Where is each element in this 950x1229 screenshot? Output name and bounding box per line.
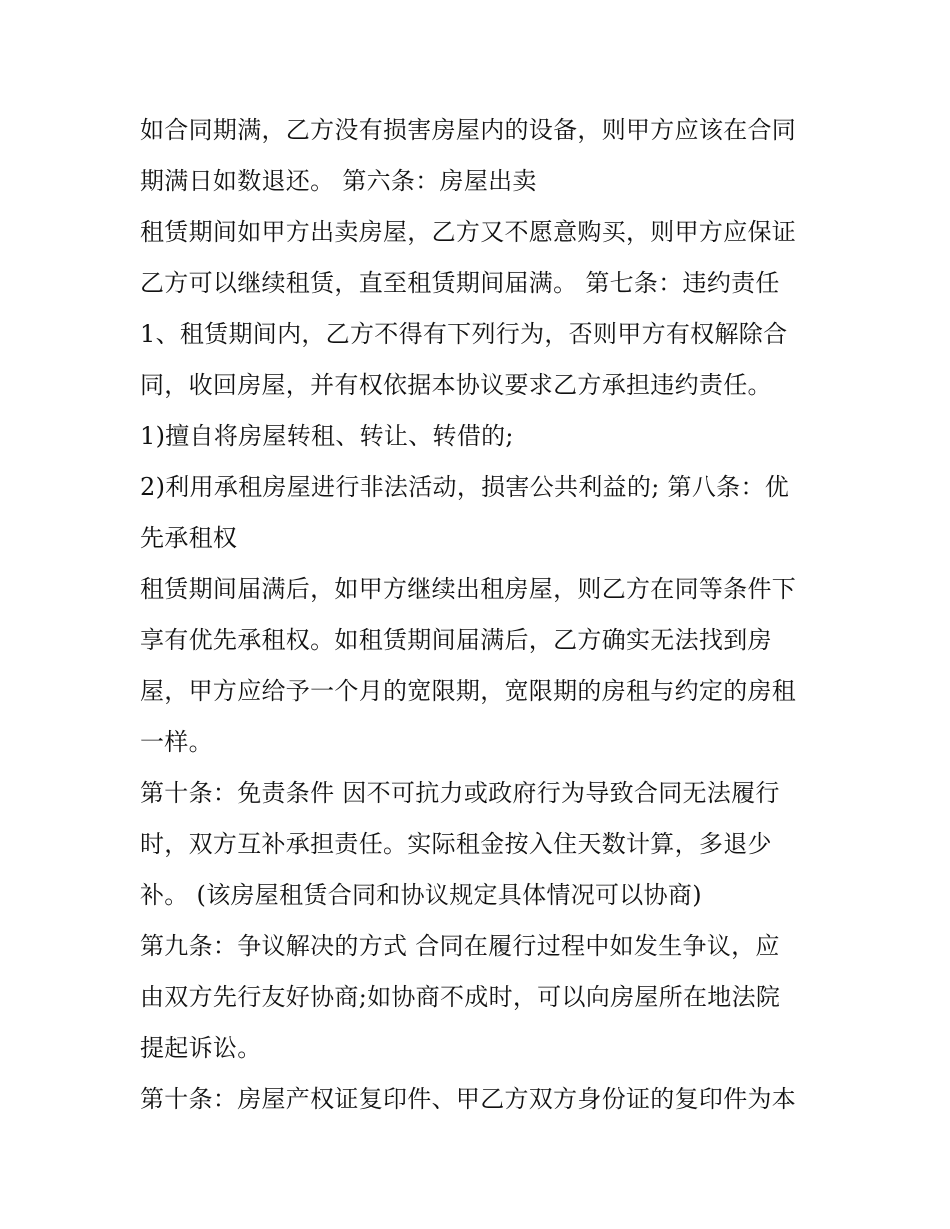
text-line: 第九条：争议解决的方式 合同在履行过程中如发生争议，应 [140,932,780,960]
text-line: 如合同期满，乙方没有损害房屋内的设备，则甲方应该在合同 [140,116,797,144]
text-line: 屋，甲方应给予一个月的宽限期，宽限期的房租与约定的房租 [140,677,797,705]
text-line: 一样。 [140,728,213,756]
text-line: 先承租权 [140,524,238,552]
text-line: 享有优先承租权。如租赁期间届满后，乙方确实无法找到房 [140,626,772,654]
text-line: 第十条：免责条件 因不可抗力或政府行为导致合同无法履行 [140,779,780,807]
text-line: 提起诉讼。 [140,1034,262,1062]
text-line: 期满日如数退还。 第六条：房屋出卖 [140,167,537,195]
text-line: 时，双方互补承担责任。实际租金按入住天数计算，多退少 [140,830,772,858]
document-body [140,105,820,1125]
text-line: 1)擅自将房屋转租、转让、转借的; [140,422,514,450]
text-line: 租赁期间如甲方出卖房屋，乙方又不愿意购买，则甲方应保证 [140,218,797,246]
text-line: 同，收回房屋，并有权依据本协议要求乙方承担违约责任。 [140,371,772,399]
text-line: 1、租赁期间内，乙方不得有下列行为，否则甲方有权解除合 [140,320,788,348]
text-line: 2)利用承租房屋进行非法活动，损害公共利益的; 第八条：优 [140,473,790,501]
text-line: 乙方可以继续租赁，直至租赁期间届满。 第七条：违约责任 [140,269,780,297]
text-line: 由双方先行友好协商;如协商不成时，可以向房屋所在地法院 [140,983,781,1011]
text-line: 补。 (该房屋租赁合同和协议规定具体情况可以协商) [140,881,702,909]
text-line: 租赁期间届满后，如甲方继续出租房屋，则乙方在同等条件下 [140,575,797,603]
text-line: 第十条：房屋产权证复印件、甲乙方双方身份证的复印件为本 [140,1085,797,1113]
